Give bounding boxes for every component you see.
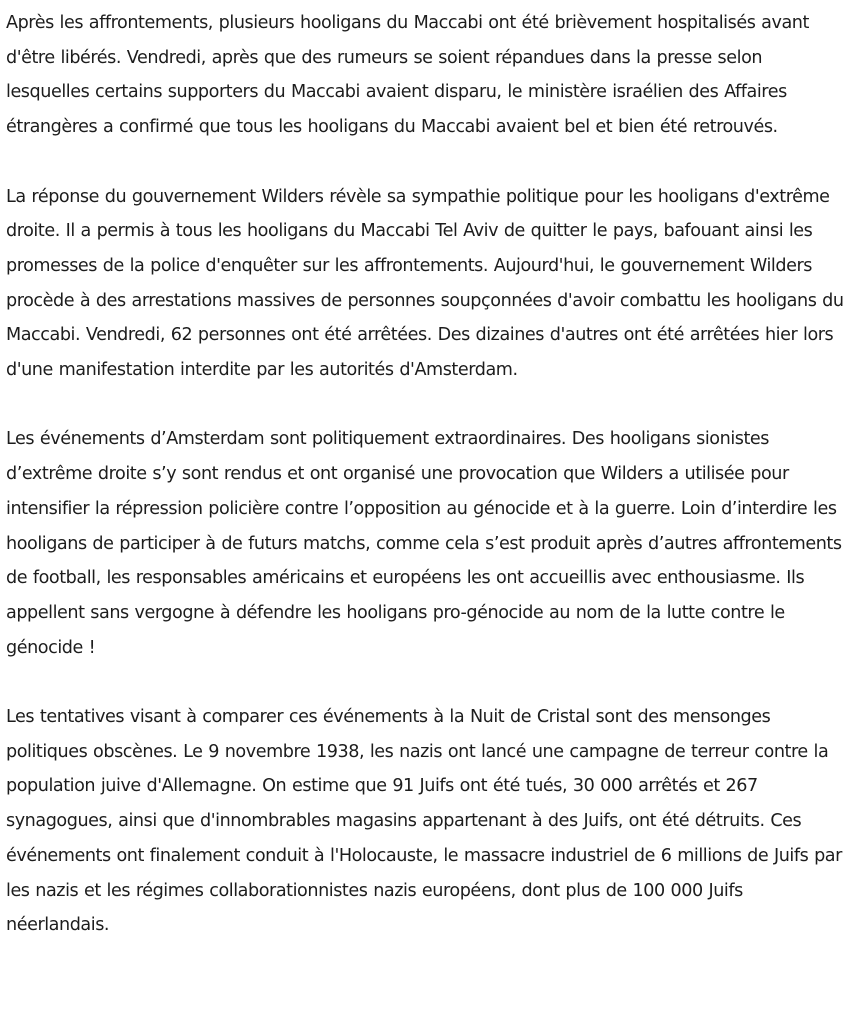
paragraph-4: Les tentatives visant à comparer ces événements à la Nuit de Cristal sont des mensonges politiques obscènes. Le 9 novembre 1938, les nazis ont lancé une campagne de terreur contre la population juive d'Allemagne. On estime que 91 Juifs ont été tués, 30 000 arrêtés et 267 synagogues, ainsi que d'innombrables magasins appartenant à des Juifs, ont été détruits. Ces événements ont finalement conduit à l'Holocauste, le massacre industriel de 6 millions de Juifs par les nazis et les régimes collaborationnistes nazis européens, dont plus de 100 000 Juifs néerlandais.: [6, 707, 842, 936]
paragraph-3: Les événements d’Amsterdam sont politiquement extraordinaires. Des hooligans sionistes d’extrême droite s’y sont rendus et ont organisé une provocation que Wilders a utilisée pour intensifier la répression policière contre l’opposition au génocide et à la guerre. Loin d’interdire les hooligans de participer à de futurs matchs, comme cela s’est produit après d’autres affrontements de football, les responsables américains et européens les ont accueillis avec enthousiasme. Ils appellent sans vergogne à défendre les hooligans pro-génocide au nom de la lutte contre le génocide !: [6, 429, 842, 658]
paragraph-2: La réponse du gouvernement Wilders révèle sa sympathie politique pour les hooligans d'extrême droite. Il a permis à tous les hooligans du Maccabi Tel Aviv de quitter le pays, bafouant ainsi les promesses de la police d'enquêter sur les affrontements. Aujourd'hui, le gouvernement Wilders procède à des arrestations massives de personnes soupçonnées d'avoir combattu les hooligans du Maccabi. Vendredi, 62 personnes ont été arrêtées. Des dizaines d'autres ont été arrêtées hier lors d'une manifestation interdite par les autorités d'Amsterdam.: [6, 186, 844, 381]
paragraph-1: Après les affrontements, plusieurs hooligans du Maccabi ont été brièvement hospitalisés avant d'être libérés. Vendredi, après que des rumeurs se soient répandues dans la presse selon lesquelles certains supporters du Maccabi avaient disparu, le ministère israélien des Affaires étrangères a confirmé que tous les hooligans du Maccabi avaient bel et bien été retrouvés.: [6, 13, 809, 138]
